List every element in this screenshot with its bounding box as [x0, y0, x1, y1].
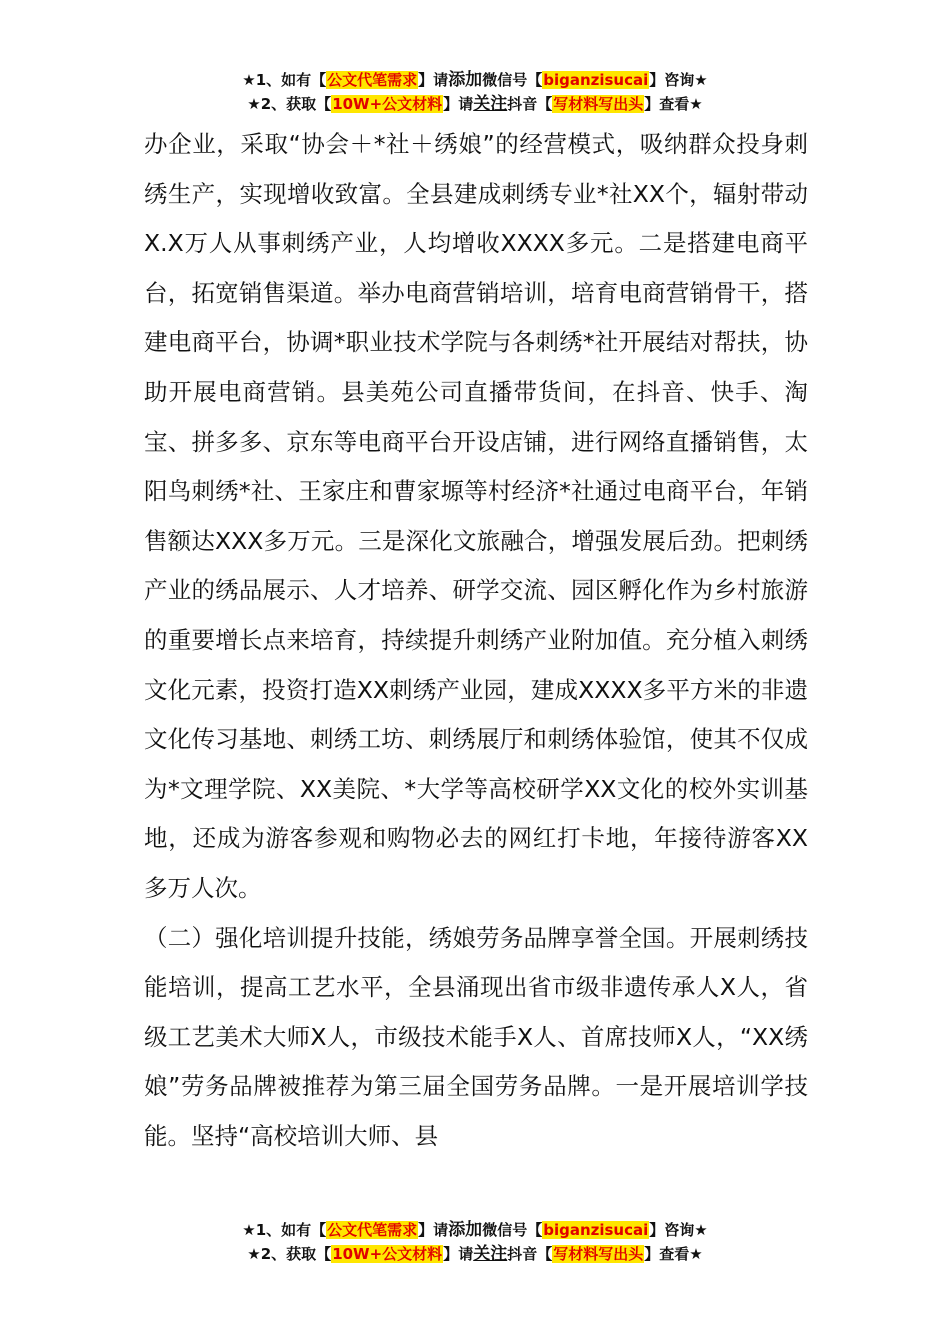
highlight-service: 公文代笔需求: [327, 1221, 418, 1239]
highlight-wechat-id: biganzisucai: [543, 1221, 649, 1239]
body-paragraph-1: 办企业，采取“协会＋*社＋绣娘”的经营模式，吸纳群众投身刺绣生产，实现增收致富。全县建成刺绣专业*社XX个，辐射带动X.X万人从事刺绣产业，人均增收XXXX多元。二是搭建电商平台，拓宽销售渠道。举办电商营销培训，培育电商营销骨干，搭建电商平台，协调*职业技术学院与各刺绣*社开展结对帮扶，协助开展电商营销。县美苑公司直播带货间，在抖音、快手、淘宝、拼多多、京东等电商平台开设店铺，进行网络直播销售，太阳鸟刺绣*社、王家庄和曹家塬等村经济*社通过电商平台，年销售额达XXX多万元。三是深化文旅融合，增强发展后劲。把刺绣产业的绣品展示、人才培养、研学交流、园区孵化作为乡村旅游的重要增长点来培育，持续提升刺绣产业附加值。充分植入刺绣文化元素，投资打造XX刺绣产业园，建成XXXX多平方米的非遗文化传习基地、刺绣工坊、刺绣展厅和刺绣体验馆，使其不仅成为*文理学院、XX美院、*大学等高校研学XX文化的校外实训基地，还成为游客参观和购物必去的网红打卡地，年接待游客XX多万人次。: [144, 130, 808, 902]
highlight-materials: 10W+公文材料: [332, 1245, 443, 1263]
document-body: [144, 120, 808, 1161]
banner-line-1: ★1、如有【公文代笔需求】请添加微信号【biganzisucai】咨询★: [242, 70, 708, 90]
highlight-materials: 10W+公文材料: [332, 95, 443, 113]
banner-line-2: ★2、获取【10W+公文材料】请关注抖音【写材料写出头】查看★: [247, 1244, 703, 1264]
bottom-ad-banner: [0, 1218, 950, 1266]
banner-line-1: ★1、如有【公文代笔需求】请添加微信号【biganzisucai】咨询★: [242, 1220, 708, 1240]
highlight-service: 公文代笔需求: [327, 71, 418, 89]
highlight-douyin-account: 写材料写出头: [553, 1245, 644, 1263]
banner-line-2: ★2、获取【10W+公文材料】请关注抖音【写材料写出头】查看★: [247, 94, 703, 114]
body-paragraph-2: （二）强化培训提升技能，绣娘劳务品牌享誉全国。开展刺绣技能培训，提高工艺水平，全县涌现出省市级非遗传承人X人，省级工艺美术大师X人，市级技术能手X人、首席技师X人，“XX绣娘”劳务品牌被推荐为第三届全国劳务品牌。一是开展培训学技能。坚持“高校培训大师、县: [144, 923, 808, 1150]
highlight-wechat-id: biganzisucai: [543, 71, 649, 89]
top-ad-banner: [0, 68, 950, 116]
highlight-douyin-account: 写材料写出头: [553, 95, 644, 113]
